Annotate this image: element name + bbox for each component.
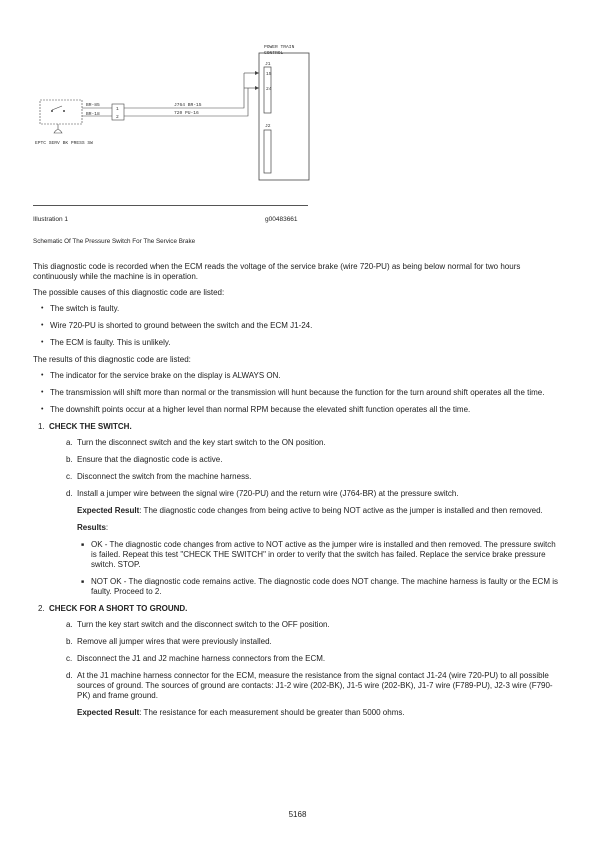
step-1-heading bbox=[33, 422, 563, 432]
step-2-item bbox=[33, 620, 563, 630]
pressure-switch-box bbox=[40, 100, 82, 124]
intro-paragraph: This diagnostic code is recorded when the ECM reads the voltage of the service brake (wire 720-PU) as being below normal for two hours continuously while the machine is in operation. bbox=[33, 262, 521, 281]
switch-wire-1-label: BR-85 bbox=[86, 103, 100, 108]
switch-wire-2-label: BR-18 bbox=[86, 112, 100, 117]
item-letter: a. bbox=[66, 620, 73, 629]
list-item: • The switch is faulty. bbox=[33, 304, 563, 314]
conn-pin-1: 1 bbox=[116, 107, 119, 112]
expected-result bbox=[33, 708, 563, 718]
step-2-item bbox=[33, 654, 563, 664]
item-text: Disconnect the switch from the machine harness. bbox=[77, 472, 252, 481]
result-ok: ■ OK - The diagnostic code changes from active to NOT active as the jumper wire is installed and then removed. The pressure switch is failed. Repeat this test "CHECK THE SWITCH" in order to verify that the switch has failed. Replace the service brake pressure switch. STOP. bbox=[77, 540, 563, 570]
illustration-title: Schematic Of The Pressure Switch For The Service Brake bbox=[33, 238, 196, 245]
item-letter: b. bbox=[66, 455, 73, 464]
item-letter: c. bbox=[66, 472, 73, 481]
results-list bbox=[33, 371, 563, 415]
item-letter: c. bbox=[66, 654, 73, 663]
item-text: Install a jumper wire between the signal wire (720-PU) and the return wire (J764-BR) at the pressure switch. bbox=[77, 489, 459, 498]
page-number: 5168 bbox=[288, 810, 307, 819]
arrow-pin24 bbox=[255, 86, 259, 90]
pin-24-label: 24 bbox=[266, 87, 272, 92]
item-letter: d. bbox=[66, 671, 73, 680]
list-item: • The ECM is faulty. This is unlikely. bbox=[33, 338, 563, 348]
item-text: Disconnect the J1 and J2 machine harness connectors from the ECM. bbox=[77, 654, 326, 663]
item-text: Turn the disconnect switch and the key start switch to the ON position. bbox=[77, 438, 326, 447]
step-number: 1. bbox=[38, 422, 45, 431]
list-item: • Wire 720-PU is shorted to ground between the switch and the ECM J1-24. bbox=[33, 321, 563, 331]
item-text: Ensure that the diagnostic code is active. bbox=[77, 455, 223, 464]
step-1-item bbox=[33, 489, 563, 499]
causes-heading: The possible causes of this diagnostic code are listed: bbox=[33, 288, 225, 297]
results-label-text: Results bbox=[77, 523, 106, 532]
step-1-item bbox=[33, 455, 563, 465]
schematic-diagram bbox=[30, 36, 320, 206]
expected-result-text: : The resistance for each measurement should be greater than 5000 ohms. bbox=[139, 708, 405, 717]
arrow-pin15 bbox=[255, 71, 259, 75]
document-body bbox=[33, 262, 563, 725]
step-1-item bbox=[33, 472, 563, 482]
step-2-heading bbox=[33, 604, 563, 614]
switch-label: EPTC SERV BK PRESS SW bbox=[35, 141, 93, 146]
j2-label: J2 bbox=[265, 124, 271, 129]
conn-pin-2: 2 bbox=[116, 115, 119, 120]
expected-result bbox=[33, 506, 563, 516]
illustration-label: Illustration 1 bbox=[33, 216, 69, 223]
caption-divider bbox=[33, 205, 308, 206]
pressure-symbol-icon bbox=[54, 130, 62, 134]
ptc-title-2: CONTROL bbox=[264, 51, 284, 56]
step-2-item bbox=[33, 637, 563, 647]
list-item: • The indicator for the service brake on the display is ALWAYS ON. bbox=[33, 371, 563, 381]
results-colon: : bbox=[105, 523, 109, 532]
item-text: Remove all jumper wires that were previously installed. bbox=[77, 637, 272, 646]
j1-label: J1 bbox=[265, 62, 271, 67]
wire-bottom-label: 720 PU-16 bbox=[174, 111, 199, 116]
item-text: At the J1 machine harness connector for the ECM, measure the resistance from the signal contact J1-24 (wire 720-PU) to all possible sources of ground. The sources of ground are contacts: J1-2 wire (202-BK), J1-5 wire (202-BK), J1-7 wire (F789-PU), J2-3 wire (F790-PK) and frame ground. bbox=[77, 671, 553, 700]
item-letter: d. bbox=[66, 489, 73, 498]
expected-result-text: : The diagnostic code changes from being active to being NOT active as the jumper is installed and then removed. bbox=[139, 506, 543, 515]
item-letter: b. bbox=[66, 637, 73, 646]
expected-result-label: Expected Result bbox=[77, 708, 140, 717]
step-1-item bbox=[33, 438, 563, 448]
result-not-ok: ■ NOT OK - The diagnostic code remains active. The diagnostic code does NOT change. The machine harness is faulty or the ECM is faulty. Proceed to 2. bbox=[77, 577, 563, 597]
causes-list bbox=[33, 304, 563, 348]
item-letter: a. bbox=[66, 438, 73, 447]
results-heading: The results of this diagnostic code are listed: bbox=[33, 355, 191, 364]
list-item: • The downshift points occur at a higher level than normal RPM because the elevated shift function operates all the time. bbox=[33, 405, 563, 415]
schematic-svg bbox=[30, 36, 320, 206]
wire-top-label: J764 BR-15 bbox=[174, 103, 202, 108]
illustration-id: g00483661 bbox=[265, 216, 298, 223]
step-2-item bbox=[33, 671, 563, 701]
expected-result-label: Expected Result bbox=[77, 506, 140, 515]
ptc-title-1: POWER TRAIN bbox=[264, 45, 295, 50]
step-1-results bbox=[33, 540, 563, 597]
item-text: Turn the key start switch and the disconnect switch to the OFF position. bbox=[77, 620, 330, 629]
pin-15-label: 15 bbox=[266, 72, 272, 77]
step-title: CHECK THE SWITCH. bbox=[49, 422, 132, 431]
results-label bbox=[33, 523, 563, 533]
step-title: CHECK FOR A SHORT TO GROUND. bbox=[49, 604, 188, 613]
step-number: 2. bbox=[38, 604, 45, 613]
list-item: • The transmission will shift more than normal or the transmission will hunt because the function for the turn around shift operates all the time. bbox=[33, 388, 563, 398]
j2-connector bbox=[264, 130, 271, 173]
